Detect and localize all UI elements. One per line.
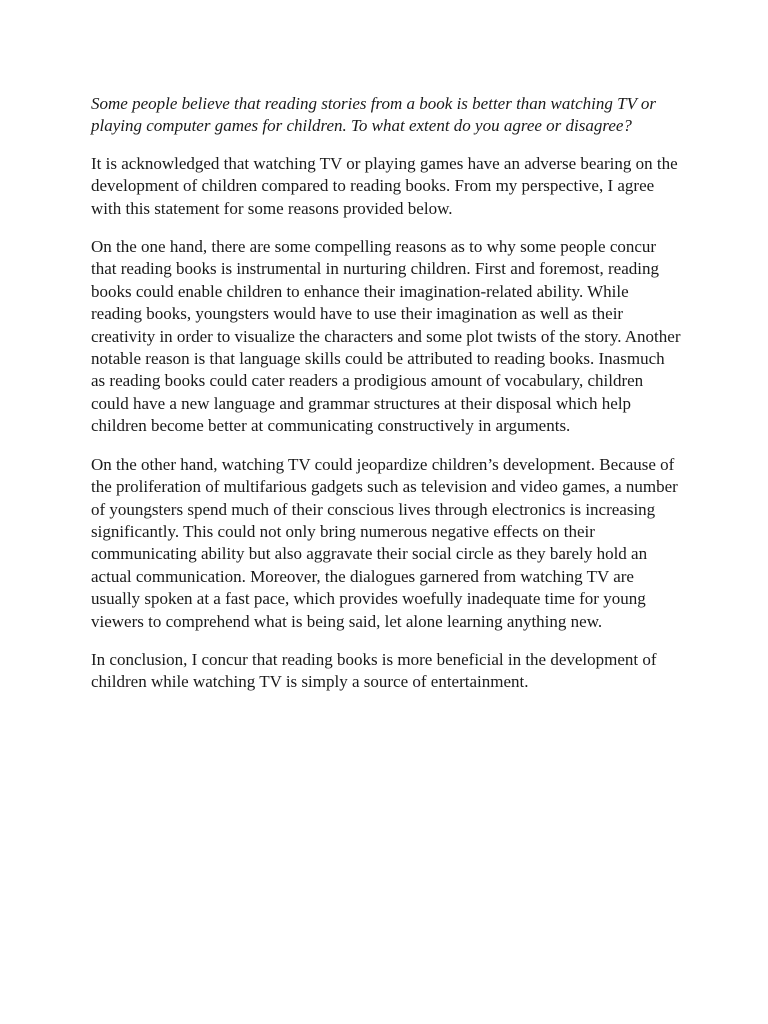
- introduction-paragraph: It is acknowledged that watching TV or playing games have an adverse bearing on the development of children compared to reading books. From my perspective, I agree with this statement for some reasons provided below.: [91, 153, 678, 218]
- conclusion-paragraph: In conclusion, I concur that reading books is more beneficial in the development of children while watching TV is simply a source of entertainment.: [91, 649, 657, 692]
- body-paragraph-reading-benefits: On the one hand, there are some compelling reasons as to why some people concur that reading books is instrumental in nurturing children. First and foremost, reading books could enable children to enhance their imagination-related ability. While reading books, youngsters would have to use their imagination as well as their creativity in order to visualize the characters and some plot twists of the story. Another notable reason is that language skills could be attributed to reading books. Inasmuch as reading books could cater readers a prodigious amount of vocabulary, children could have a new language and grammar structures at their disposal which help children become better at communicating constructively in arguments.: [91, 237, 681, 436]
- essay-prompt: Some people believe that reading stories from a book is better than watching TV or playing computer games for children. To what extent do you agree or disagree?: [91, 94, 657, 136]
- body-paragraph-tv-drawbacks: On the other hand, watching TV could jeopardize children’s development. Because of the proliferation of multifarious gadgets such as television and video games, a number of youngsters spend much of their conscious lives through electronics is increasing significantly. This could not only bring numerous negative effects on their communicating ability but also aggravate their social circle as they barely hold an actual communication. Moreover, the dialogues garnered from watching TV are usually spoken at a fast pace, which provides woefully inadequate time for young viewers to comprehend what is being said, let alone learning anything new.: [91, 454, 678, 631]
- essay-body: [91, 93, 683, 710]
